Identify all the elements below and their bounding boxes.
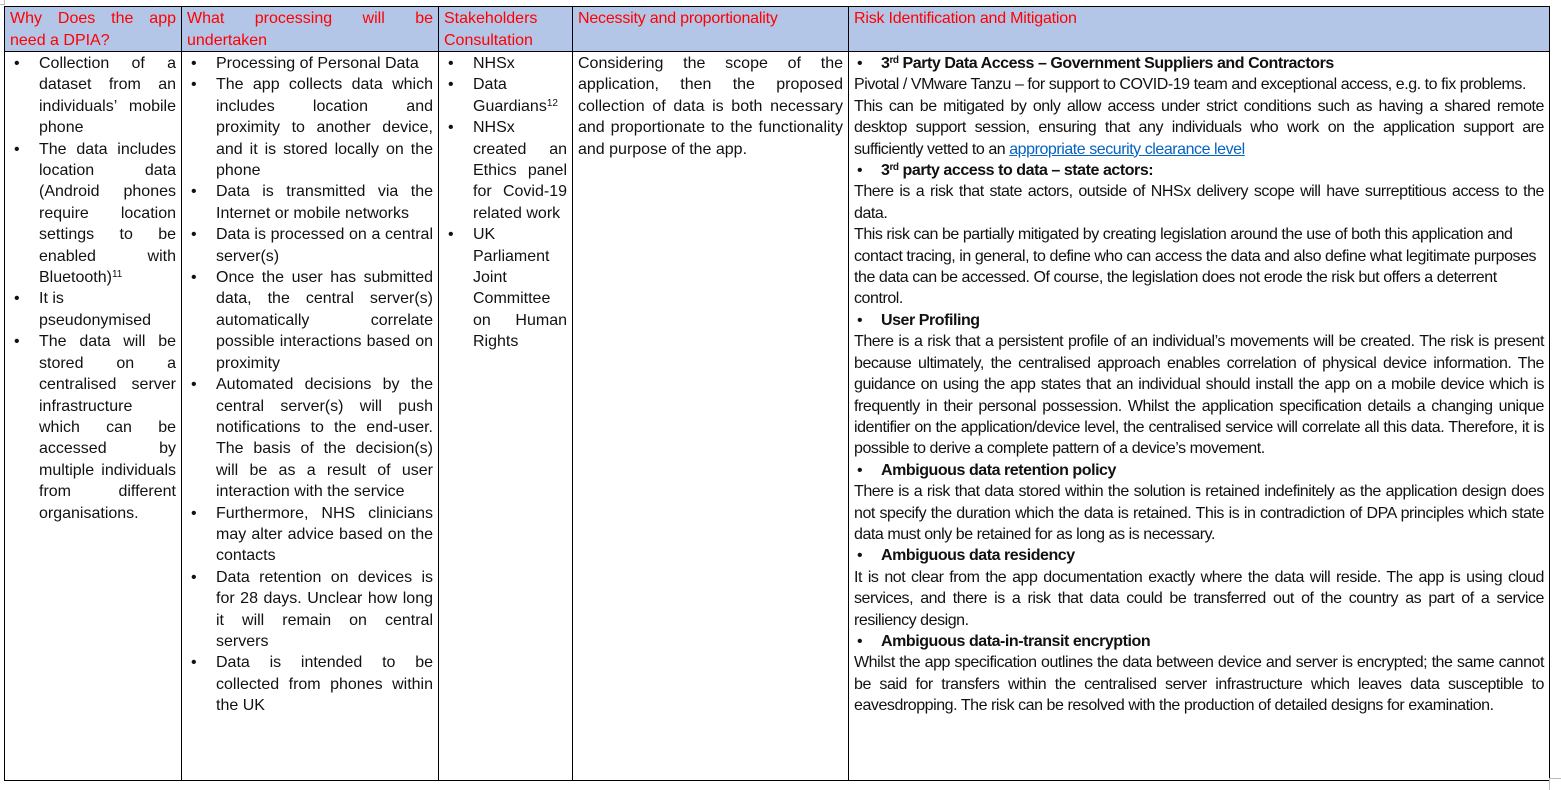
list-item-text: NHSx — [473, 55, 515, 72]
risk-heading: • Ambiguous data retention policy — [854, 460, 1544, 481]
list-item-text: The data includes location data (Android phones require location settings to be enabled with Bluetooth) — [39, 140, 176, 287]
page-corner-mark — [1549, 778, 1561, 790]
risk-item — [854, 460, 1544, 546]
footnote-ref[interactable]: 11 — [111, 269, 123, 281]
risk-heading-number: 3 — [881, 162, 890, 180]
necessity-text: Considering the scope of the application, then the proposed collection of data is both necessary and proportionate to the functionality and purpose of the app. — [578, 55, 843, 158]
risk-paragraph-text: This can be mitigated by only allow access under strict conditions such as having a shared remote desktop support session, ensuring that any individuals who work on the application support are sufficiently vetted to an — [854, 97, 1544, 158]
page-corner-mark — [0, 0, 5, 5]
list-item-text: Data is intended to be collected from phones within the UK — [216, 654, 433, 715]
list-item — [444, 117, 567, 224]
list-item-text: Data retention on devices is for 28 days. Unclear how long it will remain on central servers — [216, 568, 433, 650]
list-item-text: The data will be stored on a centralised server infrastructure which can be accessed by multiple individuals from different organisations. — [39, 333, 176, 522]
column-header-risk: Risk Identification and Mitigation — [849, 7, 1550, 52]
list-item-text: Once the user has submitted data, the central server(s) automatically correlate possible interactions based on proximity — [216, 269, 433, 372]
list-item — [187, 267, 433, 374]
risk-heading: • Ambiguous data-in-transit encryption — [854, 631, 1544, 652]
list-item — [10, 53, 176, 139]
list-item — [10, 139, 176, 289]
risk-heading: • Ambiguous data residency — [854, 545, 1544, 566]
why-dpia-cell — [5, 52, 182, 781]
list-item — [10, 331, 176, 524]
processing-cell — [182, 52, 439, 781]
processing-list — [187, 53, 433, 717]
risk-heading — [854, 53, 1544, 74]
list-item — [187, 224, 433, 267]
risk-item — [854, 545, 1544, 631]
list-item — [187, 503, 433, 567]
risk-heading-number: 3 — [881, 55, 890, 72]
stakeholders-cell — [439, 52, 573, 781]
risk-paragraph: There is a risk that data stored within the solution is retained indefinitely as the application design does not specify the duration which the data is retained. This is in contradiction of DPA principles which state data must only be retained for as long as is necessary. — [854, 483, 1544, 543]
list-item — [187, 53, 433, 74]
risk-paragraph: There is a risk that state actors, outside of NHSx delivery scope will have surreptitious access to the data. — [854, 183, 1544, 222]
security-clearance-link[interactable]: appropriate security clearance level — [1009, 140, 1245, 158]
risk-heading-text: party access to data – state actors: — [898, 162, 1154, 180]
necessity-cell — [573, 52, 849, 781]
risk-paragraph: This risk can be partially mitigated by creating legislation around the use of both this application and contact tracing, in general, to define who can access the data and also define what legitimate purposes the data can be accessed. Of course, the legislation does not erode the risk but offers a deterrent control. — [854, 226, 1537, 308]
table-header-row — [5, 7, 1550, 52]
risk-paragraph: Pivotal / VMware Tanzu – for support to COVID-19 team and exceptional access, e.g. to fix problems. — [854, 76, 1526, 94]
list-item — [187, 374, 433, 502]
column-header-necessity: Necessity and proportionality — [573, 7, 849, 52]
list-item — [187, 652, 433, 716]
table-body-row — [5, 52, 1550, 781]
dpia-table — [4, 6, 1550, 781]
column-header-processing: What processing will be undertaken — [182, 7, 439, 52]
list-item — [444, 224, 567, 352]
list-item — [10, 288, 176, 331]
list-item — [187, 567, 433, 653]
list-item — [444, 74, 567, 117]
list-item-text: Automated decisions by the central server(s) will push notifications to the end-user. The basis of the decision(s) will be as a result of user interaction with the service — [216, 376, 433, 501]
risk-item — [854, 631, 1544, 717]
column-header-stakeholders: Stakeholders Consultation — [439, 7, 573, 52]
footnote-ref[interactable]: 12 — [546, 97, 558, 109]
stakeholders-list — [444, 53, 567, 353]
why-dpia-list — [10, 53, 176, 524]
risk-cell — [849, 52, 1550, 781]
list-item-text: Collection of a dataset from an individuals’ mobile phone — [39, 55, 176, 137]
column-header-why-dpia: Why Does the app need a DPIA? — [5, 7, 182, 52]
risk-item — [854, 53, 1544, 160]
list-item-text: The app collects data which includes location and proximity to another device, and it is stored locally on the phone — [216, 76, 433, 180]
list-item-text: Data is processed on a central server(s) — [216, 226, 433, 265]
risk-heading: • User Profiling — [854, 310, 1544, 331]
list-item-text: Data is transmitted via the Internet or mobile networks — [216, 183, 433, 222]
risk-paragraph — [854, 96, 1544, 160]
list-item — [187, 181, 433, 224]
risk-item — [854, 310, 1544, 460]
risk-paragraph: Whilst the app specification outlines the data between device and server is encrypted; the same cannot be said for transfers within the centralised server infrastructure which leaves data susceptible to eavesdropping. The risk can be resolved with the production of detailed designs for examination. — [854, 654, 1544, 715]
list-item — [187, 74, 433, 181]
list-item — [444, 53, 567, 74]
list-item-text: NHSx created an Ethics panel for Covid-19 related work — [473, 119, 567, 222]
list-item-text: Processing of Personal Data — [216, 55, 419, 72]
ordinal-suffix: rd — [889, 162, 899, 174]
risk-paragraph: There is a risk that a persistent profile of an individual’s movements will be created. The risk is present because ultimately, the centralised approach enables correlation of physical device information. The guidance on using the app states that an individual should install the app on a mobile device which is frequently in their personal possession. Whilst the application specification details a changing unique identifier on the application/device level, the centralised service will correlate all this data. Therefore, it is possible to derive a complete pattern of a device’s movement. — [854, 333, 1544, 458]
list-item-text: It is pseudonymised — [39, 290, 152, 329]
list-item-text: Furthermore, NHS clinicians may alter advice based on the contacts — [216, 504, 433, 565]
risk-item — [854, 160, 1544, 310]
list-item-text: Data Guardians — [473, 76, 547, 115]
risk-heading-text: Party Data Access – Government Suppliers and Contractors — [898, 55, 1334, 72]
risk-paragraph: It is not clear from the app documentation exactly where the data will reside. The app is using cloud services, and there is a risk that data could be transferred out of the country as part of a service resiliency design. — [854, 568, 1544, 629]
ordinal-suffix: rd — [889, 55, 899, 66]
list-item-text: UK Parliament Joint Committee on Human Rights — [473, 226, 567, 351]
risk-heading — [854, 160, 1544, 181]
